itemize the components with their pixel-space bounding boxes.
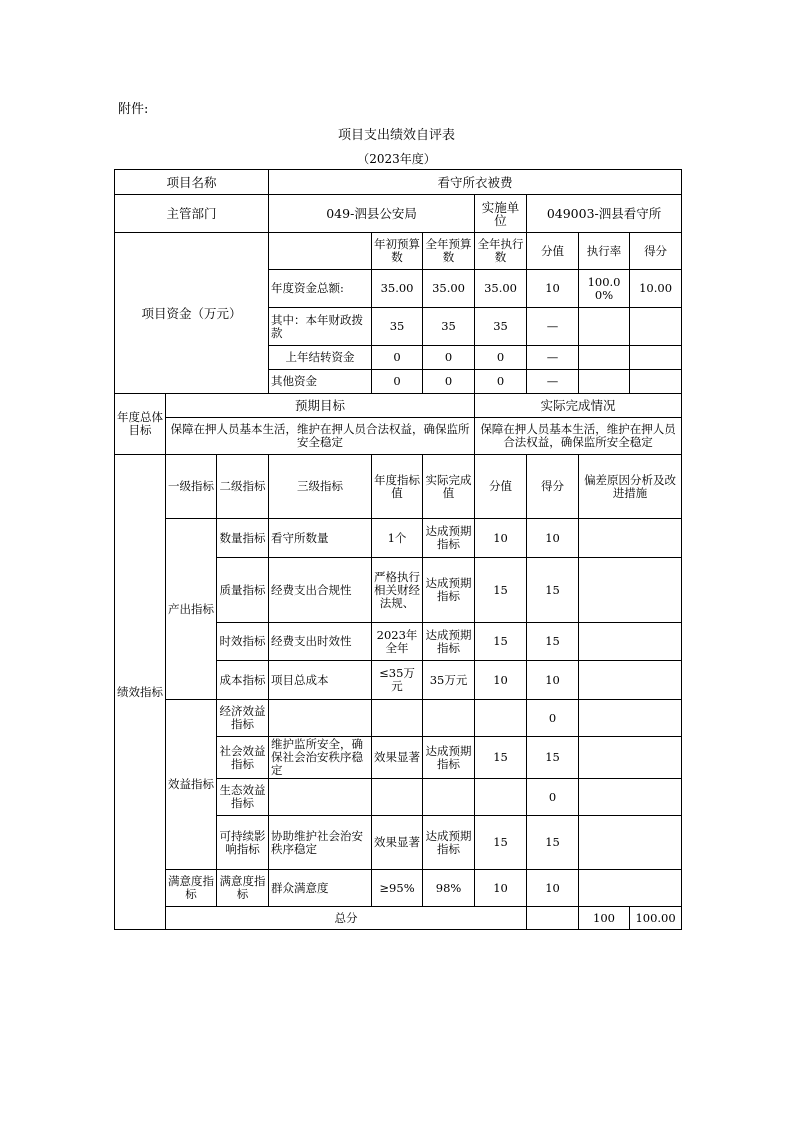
col-header: 三级指标: [269, 455, 372, 519]
deviation-note: [579, 558, 682, 623]
level3-indicator: [269, 779, 372, 816]
level2-indicator: 可持续影响指标: [217, 816, 269, 870]
funds-cell: [630, 370, 682, 394]
col-header: 执行率: [579, 233, 630, 270]
funds-cell: [579, 346, 630, 370]
annex-label: 附件:: [118, 102, 149, 117]
funds-cell: 35.00: [372, 270, 423, 308]
funds-cell: 35.00: [475, 270, 527, 308]
level2-indicator: 质量指标: [217, 558, 269, 623]
col-header: 偏差原因分析及改进措施: [579, 455, 682, 519]
actual-goal-header: 实际完成情况: [475, 394, 682, 418]
score-value: 15: [475, 816, 527, 870]
col-header: 实际完成值: [423, 455, 475, 519]
score-value: [475, 700, 527, 737]
funds-cell: 0: [475, 346, 527, 370]
funds-row-name: 上年结转资金: [269, 346, 372, 370]
score-value: 10: [475, 519, 527, 558]
funds-cell: 0: [475, 370, 527, 394]
col-header: 年初预算数: [372, 233, 423, 270]
target-value: 2023年全年: [372, 623, 423, 661]
deviation-note: [579, 737, 682, 779]
funds-cell: [630, 346, 682, 370]
indicators-label: 绩效指标: [115, 455, 166, 930]
funds-cell: 0: [423, 346, 475, 370]
level2-indicator: 生态效益指标: [217, 779, 269, 816]
funds-cell: —: [527, 346, 579, 370]
level1-indicator: 满意度指标: [166, 870, 217, 907]
funds-cell: 0: [372, 370, 423, 394]
expected-goal-header: 预期目标: [166, 394, 475, 418]
score: 10: [527, 519, 579, 558]
funds-label: 项目资金（万元）: [115, 233, 269, 394]
expected-goal: 保障在押人员基本生活，维护在押人员合法权益，确保监所安全稳定: [166, 418, 475, 455]
actual-value: 达成预期指标: [423, 623, 475, 661]
level1-indicator: 效益指标: [166, 700, 217, 870]
col-header: 年度指标值: [372, 455, 423, 519]
score-value: 15: [475, 623, 527, 661]
total-label: 总分: [166, 907, 527, 930]
funds-cell: 0: [423, 370, 475, 394]
target-value: ≤35万元: [372, 661, 423, 700]
total-score-value: 100: [579, 907, 630, 930]
deviation-note: [579, 623, 682, 661]
score-value: 15: [475, 558, 527, 623]
level3-indicator: 维护监所安全，确保社会治安秩序稳定: [269, 737, 372, 779]
funds-cell: 35: [475, 308, 527, 346]
level2-indicator: 时效指标: [217, 623, 269, 661]
impl-value: 049003-泗县看守所: [527, 195, 682, 233]
funds-cell: 35.00: [423, 270, 475, 308]
col-header: 一级指标: [166, 455, 217, 519]
score: 10: [527, 661, 579, 700]
deviation-note: [579, 816, 682, 870]
funds-cell: [579, 308, 630, 346]
funds-cell: 10: [527, 270, 579, 308]
funds-blank-header: [269, 233, 372, 270]
score: 15: [527, 737, 579, 779]
actual-value: 达成预期指标: [423, 558, 475, 623]
deviation-note: [579, 779, 682, 816]
score-value: 15: [475, 737, 527, 779]
impl-label: 实施单位: [475, 195, 527, 233]
funds-cell: 35: [423, 308, 475, 346]
level3-indicator: 协助维护社会治安秩序稳定: [269, 816, 372, 870]
funds-cell: 35: [372, 308, 423, 346]
funds-row-name: 年度资金总额:: [269, 270, 372, 308]
col-header: 分值: [475, 455, 527, 519]
col-header: 得分: [527, 455, 579, 519]
funds-cell: —: [527, 370, 579, 394]
total-blank: [527, 907, 579, 930]
funds-cell: —: [527, 308, 579, 346]
level2-indicator: 经济效益指标: [217, 700, 269, 737]
level2-indicator: 数量指标: [217, 519, 269, 558]
target-value: 效果显著: [372, 816, 423, 870]
actual-value: 98%: [423, 870, 475, 907]
target-value: 效果显著: [372, 737, 423, 779]
actual-value: [423, 700, 475, 737]
deviation-note: [579, 519, 682, 558]
col-header: 分值: [527, 233, 579, 270]
funds-cell: 0: [372, 346, 423, 370]
col-header: 得分: [630, 233, 682, 270]
deviation-note: [579, 870, 682, 907]
level2-indicator: 社会效益指标: [217, 737, 269, 779]
col-header: 全年预算数: [423, 233, 475, 270]
deviation-note: [579, 700, 682, 737]
level2-indicator: 成本指标: [217, 661, 269, 700]
total-score: 100.00: [630, 907, 682, 930]
project-name-value: 看守所衣被费: [269, 170, 682, 195]
actual-value: 达成预期指标: [423, 737, 475, 779]
score: 0: [527, 779, 579, 816]
target-value: 严格执行相关财经法规、: [372, 558, 423, 623]
funds-cell: [630, 308, 682, 346]
deviation-note: [579, 661, 682, 700]
level2-indicator: 满意度指标: [217, 870, 269, 907]
funds-cell: 100.00%: [579, 270, 630, 308]
level1-indicator: 产出指标: [166, 519, 217, 700]
dept-label: 主管部门: [115, 195, 269, 233]
level3-indicator: 经费支出时效性: [269, 623, 372, 661]
score-value: 10: [475, 661, 527, 700]
page-title: 项目支出绩效自评表: [337, 128, 455, 143]
col-header: 全年执行数: [475, 233, 527, 270]
score: 15: [527, 623, 579, 661]
funds-cell: 10.00: [630, 270, 682, 308]
level3-indicator: 群众满意度: [269, 870, 372, 907]
level3-indicator: 经费支出合规性: [269, 558, 372, 623]
actual-value: 35万元: [423, 661, 475, 700]
goals-label: 年度总体目标: [115, 394, 166, 455]
level3-indicator: [269, 700, 372, 737]
funds-row-name: 其他资金: [269, 370, 372, 394]
score-value: [475, 779, 527, 816]
score: 15: [527, 558, 579, 623]
funds-cell: [579, 370, 630, 394]
level3-indicator: 看守所数量: [269, 519, 372, 558]
actual-value: [423, 779, 475, 816]
target-value: 1个: [372, 519, 423, 558]
score: 15: [527, 816, 579, 870]
score: 10: [527, 870, 579, 907]
score: 0: [527, 700, 579, 737]
target-value: [372, 779, 423, 816]
report-year: （2023年度）: [357, 152, 436, 166]
actual-value: 达成预期指标: [423, 816, 475, 870]
funds-row-name: 其中：本年财政拨款: [269, 308, 372, 346]
dept-value: 049-泗县公安局: [269, 195, 475, 233]
project-name-label: 项目名称: [115, 170, 269, 195]
evaluation-table: [114, 169, 682, 930]
actual-value: 达成预期指标: [423, 519, 475, 558]
actual-goal: 保障在押人员基本生活，维护在押人员合法权益，确保监所安全稳定: [475, 418, 682, 455]
level3-indicator: 项目总成本: [269, 661, 372, 700]
target-value: [372, 700, 423, 737]
target-value: ≥95%: [372, 870, 423, 907]
col-header: 二级指标: [217, 455, 269, 519]
score-value: 10: [475, 870, 527, 907]
